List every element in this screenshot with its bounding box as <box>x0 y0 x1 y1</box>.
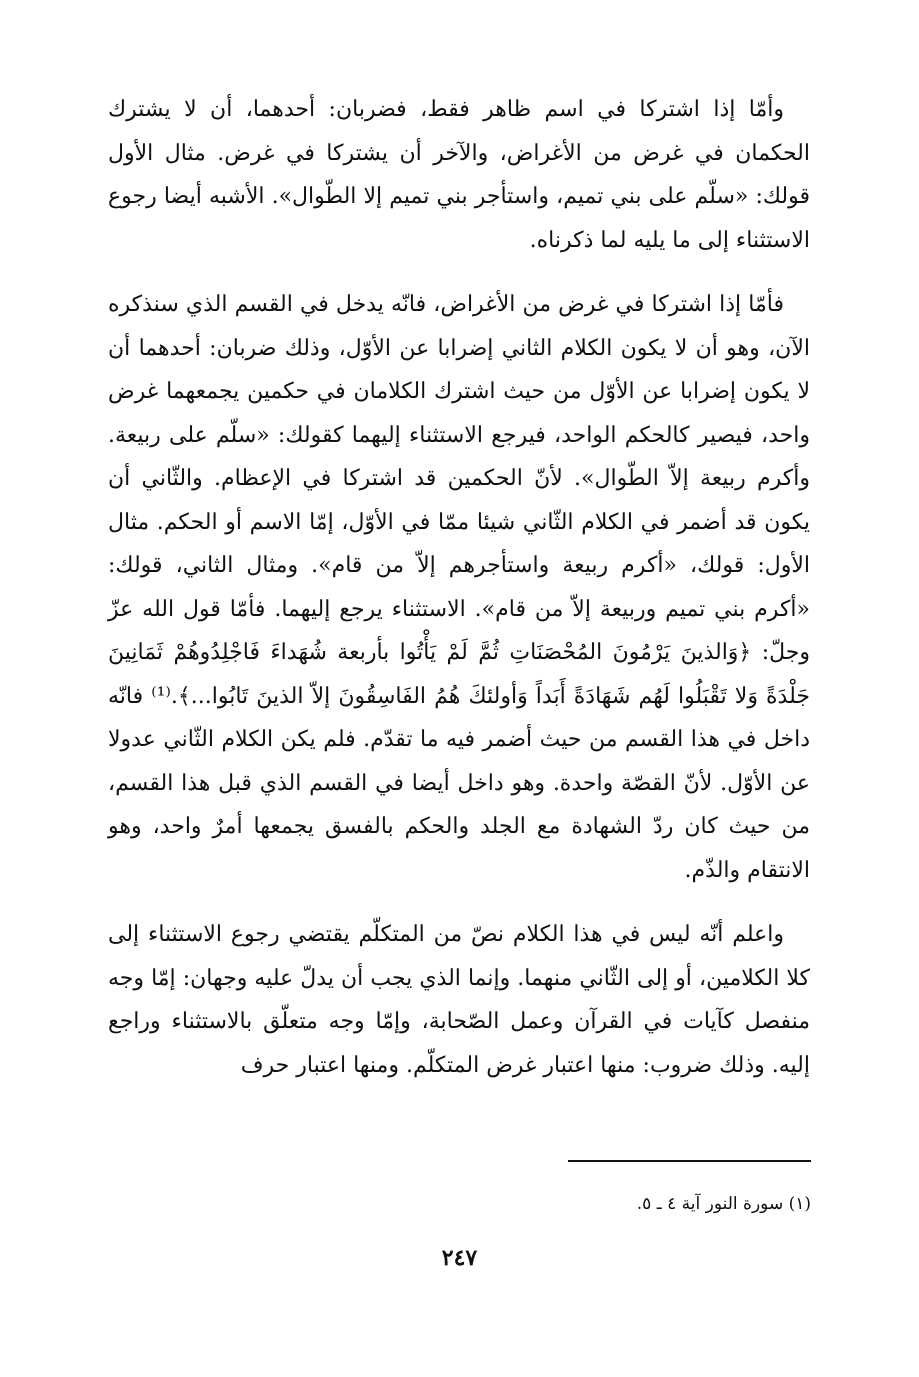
footnote: (١) سورة النور آية ٤ ـ ٥. <box>636 1194 811 1214</box>
body-paragraph: وأمّا إذا اشتركا في اسم ظاهر فقط، فضربان: أحدهما، أن لا يشترك الحكمان في غرض من الأغراض، والآخر أن يشتركا في غرض. مثال الأول قولك: «سلّم على بني تميم، واستأجر بني تميم إلا الطّوال». الأشبه أيضا رجوع الاستثناء إلى ما يليه لما ذكرناه. <box>108 97 810 253</box>
body-paragraph: فأمّا إذا اشتركا في غرض من الأغراض، فانّه يدخل في القسم الذي سنذكره الآن، وهو أن لا يكون الكلام الثاني إضرابا عن الأوّل، وذلك ضربان: أحدهما أن لا يكون إضرابا عن الأوّل من حيث اشترك الكلامان في حكمين يجمعهما غرض واحد، فيصير كالحكم الواحد، فيرجع الاستثناء إليهما كقولك: «سلّم على ربيعة. وأكرم ربيعة إلاّ الطّوال». لأنّ الحكمين قد اشتركا في الإعظام. والثّاني أن يكون قد أضمر في الكلام الثّاني شيئا ممّا في الأوّل، إمّا الاسم أو الحكم. مثال الأول: قولك، «أكرم ربيعة واستأجرهم إلاّ من قام». ومثال الثاني، قولك: «أكرم بني تميم وربيعة إلاّ من قام». الاستثناء يرجع إليهما. فأمّا قول الله عزّ وجلّ: ﴿وَالذينَ يَرْمُونَ المُحْصَنَاتِ ثُمَّ لَمْ يَأْتُوا بأربعة شُهَداءَ فَاجْلِدُوهُمْ ثَمَانِينَ جَلْدَةً وَلا تَقْبَلُوا لَهُم شَهَادَةً أَبَداً وَأولئكَ هُمُ الفَاسِقُونَ إلاّ الذينَ تَابُوا...﴾.⁽¹⁾ فانّه داخل في هذا القسم من حيث أضمر فيه ما تقدّم. فلم يكن الكلام الثّاني عدولا عن الأوّل. لأنّ القصّة واحدة. وهو داخل أيضا في القسم الذي قبل هذا القسم، من حيث كان ردّ الشهادة مع الجلد والحكم بالفسق يجمعها أمرٌ واحد، وهو الانتقام والذّم. <box>108 292 810 883</box>
footnote-separator <box>568 1160 811 1162</box>
body-paragraph: واعلم أنّه ليس في هذا الكلام نصّ من المتكلّم يقتضي رجوع الاستثناء إلى كلا الكلامين، أو إلى الثّاني منهما. وإنما الذي يجب أن يدلّ عليه وجهان: إمّا وجه منفصل كآيات في القرآن وعمل الصّحابة، وإمّا وجه متعلّق بالاستثناء وراجع إليه. وذلك ضروب: منها اعتبار غرض المتكلّم. ومنها اعتبار حرف <box>108 922 811 1078</box>
page-number: ٢٤٧ <box>441 1245 478 1271</box>
page-body <box>108 88 810 1087</box>
